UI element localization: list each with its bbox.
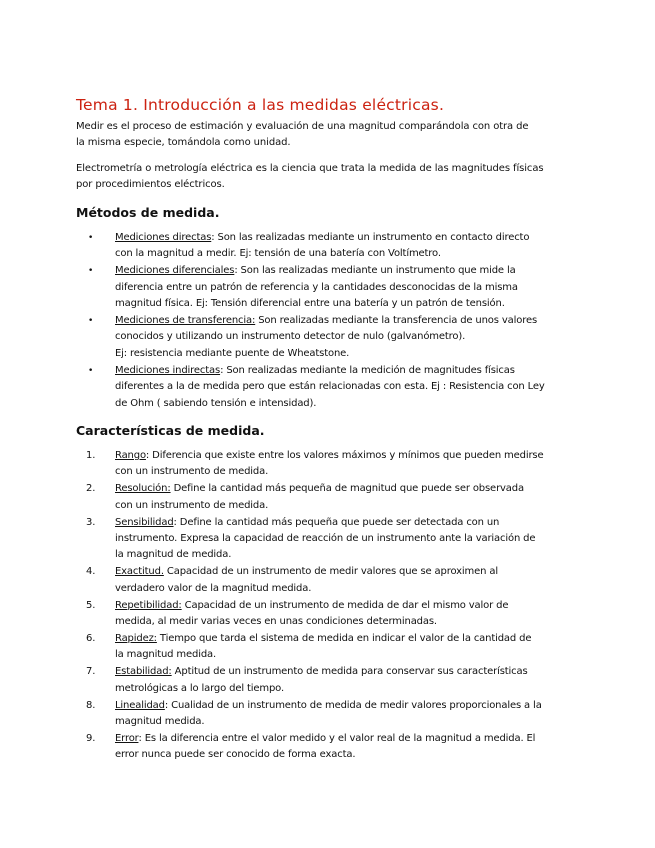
item-number: 4.: [86, 566, 96, 578]
item-term: Mediciones diferenciales: [115, 265, 235, 277]
list-item: [88, 631, 558, 664]
item-line: magnitud física. Ej: Tensión diferencial entre una batería y un patrón de tensión.: [115, 298, 505, 310]
item-text: : Cualidad de un instrumento de medida de medir valores proporcionales a la: [164, 699, 542, 711]
item-first-line: [115, 633, 531, 644]
item-text: : Es la diferencia entre el valor medido y el valor real de la magnitud a medida. El: [138, 732, 536, 744]
item-line: la magnitud medida.: [115, 649, 217, 661]
list-item: [88, 230, 558, 263]
bullet-icon: •: [88, 365, 94, 376]
item-text: : Son las realizadas mediante un instrumento en contacto directo: [211, 232, 530, 243]
item-number: 1.: [86, 450, 96, 461]
item-text: Aptitud de un instrumento de medida para conservar sus características: [171, 666, 528, 678]
list-item: [88, 564, 558, 597]
item-number: 6.: [86, 632, 96, 644]
list-item: [88, 263, 558, 312]
section-heading-methods: Métodos de medida.: [76, 205, 220, 220]
item-text: Tiempo que tarda el sistema de medida en indicar el valor de la cantidad de: [156, 632, 532, 644]
item-first-line: [115, 517, 499, 528]
paragraph-line: la misma especie, tomándola como unidad.: [76, 137, 291, 148]
item-number: 8.: [86, 699, 96, 711]
item-text: Son realizadas mediante la transferencia de unos valores: [255, 315, 538, 327]
item-first-line: [115, 232, 529, 243]
section-heading-characteristics: Características de medida.: [76, 423, 265, 438]
paragraph-line: por procedimientos eléctricos.: [76, 179, 225, 190]
item-first-line: [115, 265, 516, 276]
item-line: error nunca puede ser conocido de forma exacta.: [115, 749, 356, 761]
item-number: 5.: [86, 599, 96, 611]
list-item: [88, 481, 558, 514]
intro-paragraph-electrometry: [76, 161, 576, 193]
item-line: medida, al medir varias veces en unas condiciones determinadas.: [115, 616, 437, 628]
item-line: con un instrumento de medida.: [115, 466, 269, 478]
item-term: Rapidez:: [115, 632, 157, 644]
item-line: con la magnitud a medir. Ej: tensión de una batería con Voltímetro.: [115, 248, 441, 260]
item-number: 3.: [86, 516, 96, 528]
item-text: : Define la cantidad más pequeña que puede ser detectada con un: [173, 516, 500, 528]
item-first-line: [115, 600, 508, 611]
methods-list: [88, 230, 558, 412]
bullet-icon: •: [88, 233, 94, 243]
item-first-line: [115, 566, 498, 577]
item-term: Sensibilidad: [115, 516, 174, 528]
item-term: Error: [115, 732, 139, 744]
item-line: verdadero valor de la magnitud medida.: [115, 582, 312, 594]
item-line: conocidos y utilizando un instrumento detector de nulo (galvanómetro).: [115, 331, 466, 343]
bullet-icon: •: [88, 266, 94, 277]
characteristics-list: [88, 448, 558, 764]
list-item: [88, 698, 558, 731]
item-line: metrológicas a lo largo del tiempo.: [115, 682, 284, 694]
item-text: Define la cantidad más pequeña de magnitud que puede ser observada: [170, 483, 524, 495]
paragraph-line: Medir es el proceso de estimación y evaluación de una magnitud comparándola con otra de: [76, 121, 529, 132]
item-number: 2.: [86, 483, 96, 495]
item-text: : Son las realizadas mediante un instrumento que mide la: [234, 265, 516, 277]
item-first-line: [115, 365, 515, 376]
item-line: diferencia entre un patrón de referencia y la cantidades desconocidas de la misma: [115, 281, 518, 293]
item-first-line: [115, 733, 535, 744]
item-first-line: [115, 450, 544, 461]
item-line: diferentes a la de medida pero que están relacionadas con esta. Ej : Resistencia con Ley: [115, 381, 545, 393]
item-term: Exactitud.: [115, 566, 164, 578]
list-item: [88, 313, 558, 362]
item-term: Resolución:: [115, 483, 171, 495]
item-term: Linealidad: [115, 699, 165, 711]
paragraph-line: Electrometría o metrología eléctrica es la ciencia que trata la medida de las magnitudes físicas: [76, 163, 544, 174]
item-line: de Ohm ( sabiendo tensión e intensidad).: [115, 397, 317, 409]
item-line: instrumento. Expresa la capacidad de reacción de un instrumento ante la variación de: [115, 533, 536, 545]
bullet-icon: •: [88, 316, 94, 327]
item-number: 7.: [86, 666, 96, 678]
item-term: Rango: [115, 450, 146, 461]
item-line: con un instrumento de medida.: [115, 499, 269, 511]
list-item: [88, 664, 558, 697]
page-title: Tema 1. Introducción a las medidas eléctricas.: [76, 96, 445, 114]
item-term: Repetibilidad:: [115, 599, 182, 611]
item-line: magnitud medida.: [115, 716, 205, 727]
item-number: 9.: [86, 732, 96, 744]
item-text: : Son realizadas mediante la medición de magnitudes físicas: [220, 364, 515, 376]
item-first-line: [115, 666, 528, 677]
item-term: Mediciones de transferencia:: [115, 315, 256, 327]
item-first-line: [115, 483, 524, 494]
item-text: Capacidad de un instrumento de medida de dar el mismo valor de: [181, 599, 509, 611]
item-line: Ej: resistencia mediante puente de Wheatstone.: [115, 347, 350, 359]
item-line: la magnitud de medida.: [115, 549, 232, 561]
list-item: [88, 731, 558, 764]
list-item: [88, 363, 558, 412]
item-text: : Diferencia que existe entre los valores máximos y mínimos que pueden medirse: [145, 450, 544, 461]
list-item: [88, 598, 558, 631]
item-text: Capacidad de un instrumento de medir valores que se aproximen al: [163, 566, 498, 578]
item-first-line: [115, 700, 542, 711]
list-item: [88, 515, 558, 564]
intro-paragraph-measure: [76, 119, 576, 151]
list-item: [88, 448, 558, 481]
item-term: Mediciones directas: [115, 232, 212, 243]
item-term: Mediciones indirectas: [115, 364, 221, 376]
item-first-line: [115, 315, 537, 326]
item-term: Estabilidad:: [115, 666, 172, 678]
